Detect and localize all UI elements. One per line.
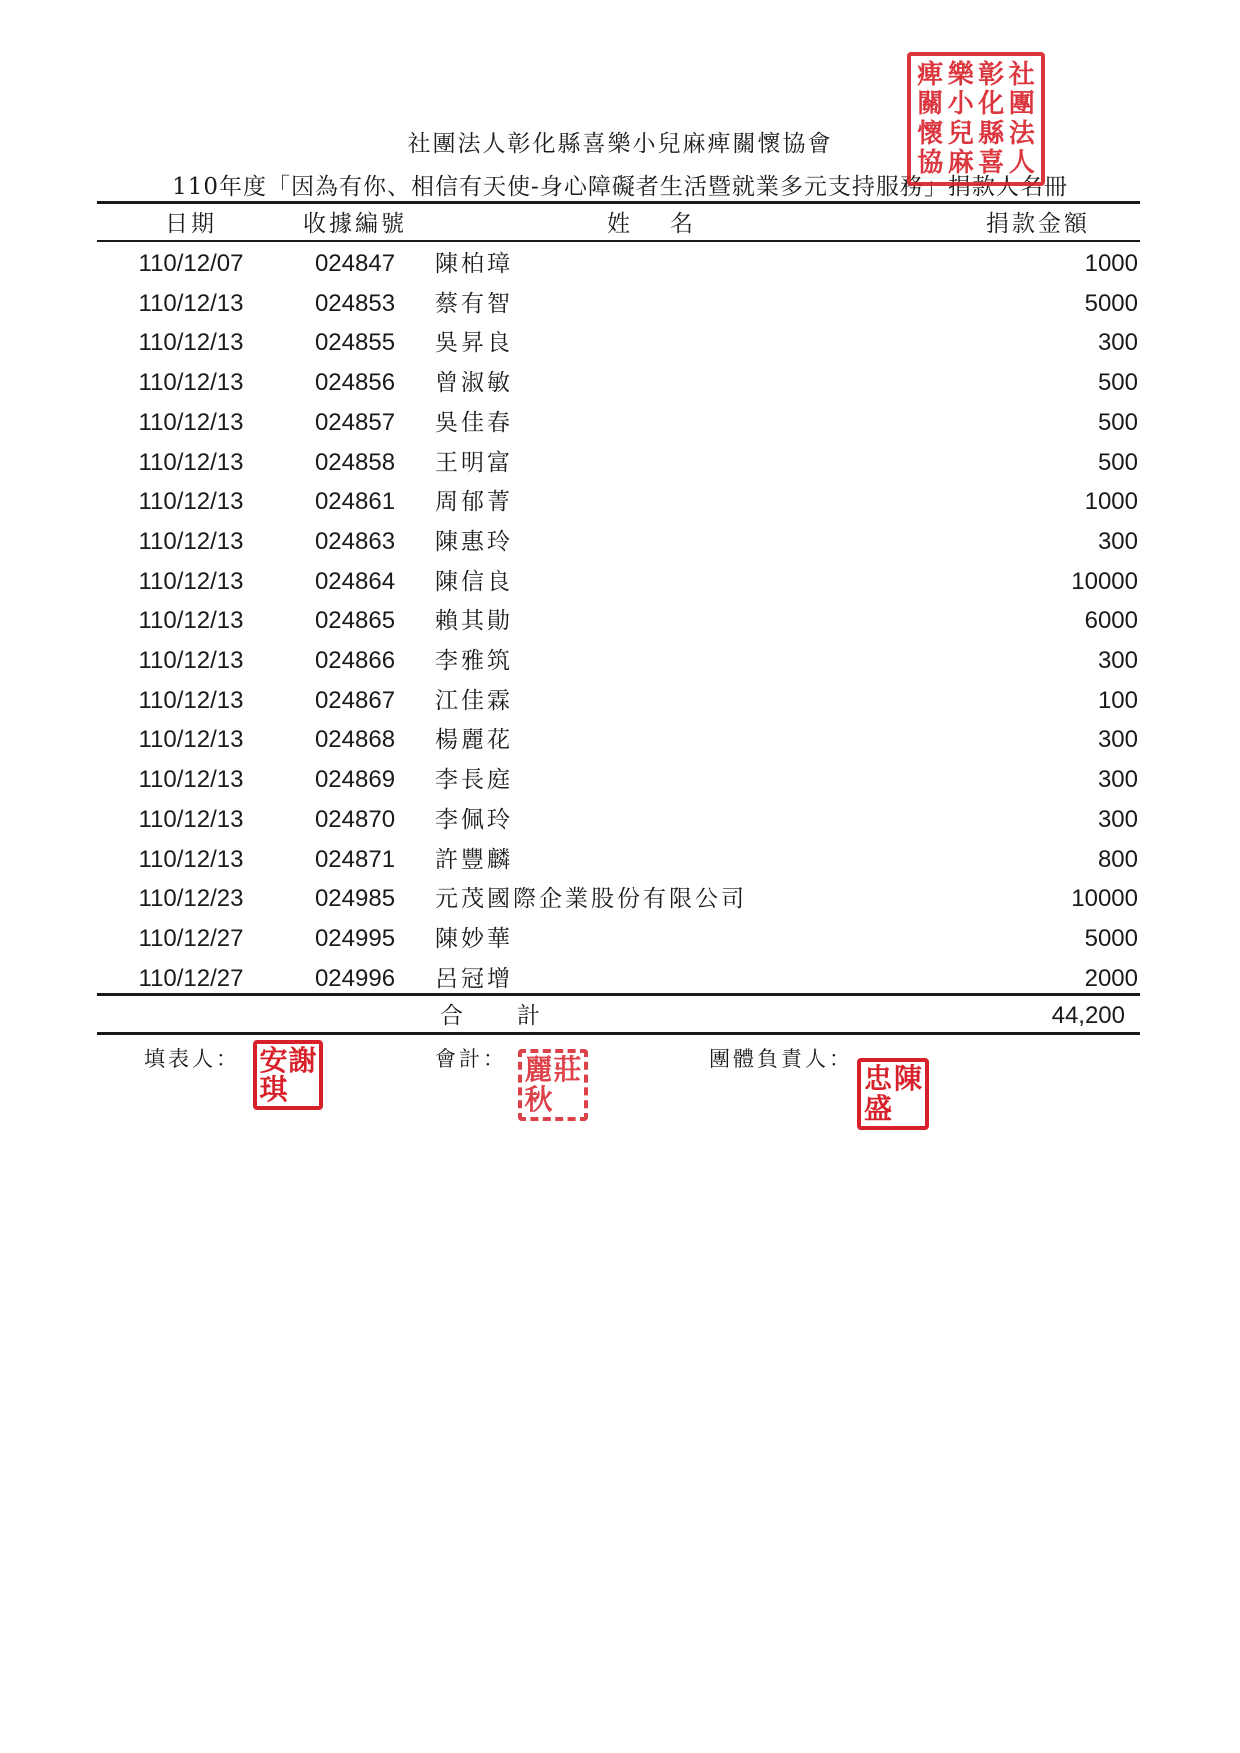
row-date: 110/12/13 [138, 806, 244, 833]
seal-char: 麻 [947, 148, 974, 179]
row-donor-name: 陳信良 [435, 569, 513, 595]
row-amount: 300 [1097, 329, 1138, 356]
row-amount: 300 [1097, 647, 1138, 674]
seal-char: 縣 [978, 118, 1005, 149]
total-label: 合計 [440, 1003, 594, 1029]
seal-char: 安 [259, 1043, 288, 1077]
row-date: 110/12/13 [138, 488, 244, 515]
row-receipt-no: 024871 [314, 846, 396, 873]
director-seal [857, 1058, 929, 1130]
row-donor-name: 陳柏璋 [435, 251, 513, 277]
seal-char: 盛 [863, 1092, 892, 1125]
row-amount: 300 [1097, 528, 1138, 555]
row-amount: 6000 [1084, 607, 1138, 634]
row-receipt-no: 024864 [314, 568, 396, 595]
row-amount: 5000 [1084, 925, 1138, 952]
seal-char: 秋 [524, 1083, 553, 1116]
row-receipt-no: 024853 [314, 290, 396, 317]
seal-char: 彰 [978, 59, 1005, 90]
total-bottom-rule [97, 1032, 1140, 1035]
seal-char: 小 [947, 89, 974, 120]
row-donor-name: 吳昇良 [435, 330, 513, 356]
column-header-date: 日期 [165, 211, 217, 237]
column-header-receipt-no: 收據編號 [303, 211, 407, 237]
director-label: 團體負責人： [709, 1047, 853, 1071]
row-receipt-no: 024865 [314, 607, 396, 634]
row-date: 110/12/27 [138, 925, 244, 952]
seal-char: 協 [917, 148, 944, 179]
row-amount: 500 [1097, 369, 1138, 396]
row-date: 110/12/13 [138, 329, 244, 356]
row-date: 110/12/13 [138, 568, 244, 595]
seal-char: 樂 [947, 59, 974, 90]
row-amount: 10000 [1071, 885, 1138, 912]
seal-char: 謝 [288, 1043, 317, 1077]
row-receipt-no: 024868 [314, 726, 396, 753]
seal-char: 人 [1008, 148, 1035, 179]
row-date: 110/12/13 [138, 369, 244, 396]
row-amount: 100 [1097, 687, 1138, 714]
accountant-seal [518, 1049, 588, 1121]
row-receipt-no: 024855 [314, 329, 396, 356]
column-header-amount: 捐款金額 [986, 211, 1090, 237]
row-receipt-no: 024995 [314, 925, 396, 952]
row-amount: 1000 [1084, 250, 1138, 277]
row-receipt-no: 024847 [314, 250, 396, 277]
column-header-name: 姓名 [607, 211, 733, 237]
row-donor-name: 蔡有智 [435, 291, 513, 317]
seal-char: 麗 [524, 1053, 553, 1086]
seal-char: 團 [1008, 89, 1035, 120]
seal-char: 法 [1008, 118, 1035, 149]
row-date: 110/12/13 [138, 449, 244, 476]
row-receipt-no: 024985 [314, 885, 396, 912]
row-date: 110/12/13 [138, 647, 244, 674]
row-amount: 800 [1097, 846, 1138, 873]
row-donor-name: 李雅筑 [435, 648, 513, 674]
seal-char: 痺 [917, 59, 944, 90]
seal-char: 琪 [259, 1072, 288, 1106]
row-donor-name: 陳惠玲 [435, 529, 513, 555]
row-amount: 300 [1097, 806, 1138, 833]
row-amount: 500 [1097, 449, 1138, 476]
row-receipt-no: 024857 [314, 409, 396, 436]
row-donor-name: 李佩玲 [435, 807, 513, 833]
row-amount: 300 [1097, 766, 1138, 793]
row-date: 110/12/13 [138, 726, 244, 753]
row-date: 110/12/07 [138, 250, 244, 277]
total-top-rule [97, 993, 1140, 996]
filler-seal [253, 1040, 323, 1110]
seal-char: 陳 [893, 1062, 922, 1095]
row-receipt-no: 024867 [314, 687, 396, 714]
row-receipt-no: 024866 [314, 647, 396, 674]
row-date: 110/12/13 [138, 290, 244, 317]
accountant-label: 會計： [435, 1047, 507, 1071]
row-receipt-no: 024869 [314, 766, 396, 793]
filler-label: 填表人： [144, 1047, 240, 1071]
row-amount: 500 [1097, 409, 1138, 436]
row-donor-name: 周郁菁 [435, 489, 513, 515]
seal-char: 社 [1008, 59, 1035, 90]
row-donor-name: 許豐麟 [435, 847, 513, 873]
row-donor-name: 李長庭 [435, 767, 513, 793]
row-date: 110/12/13 [138, 846, 244, 873]
row-date: 110/12/13 [138, 409, 244, 436]
row-date: 110/12/13 [138, 607, 244, 634]
row-date: 110/12/13 [138, 766, 244, 793]
table-top-rule [97, 201, 1140, 204]
row-donor-name: 呂冠增 [435, 966, 513, 992]
row-date: 110/12/13 [138, 528, 244, 555]
row-amount: 2000 [1084, 965, 1138, 992]
document-title: 110年度「因為有你、相信有天使-身心障礙者生活暨就業多元支持服務」捐款人名冊 [172, 174, 1068, 200]
row-amount: 1000 [1084, 488, 1138, 515]
row-donor-name: 楊麗花 [435, 727, 513, 753]
organization-title: 社團法人彰化縣喜樂小兒麻痺關懷協會 [407, 131, 833, 157]
row-donor-name: 元茂國際企業股份有限公司 [435, 886, 747, 912]
row-donor-name: 江佳霖 [435, 688, 513, 714]
total-value: 44,200 [1051, 1002, 1125, 1029]
row-receipt-no: 024863 [314, 528, 396, 555]
row-date: 110/12/23 [138, 885, 244, 912]
seal-char: 喜 [978, 148, 1005, 179]
row-receipt-no: 024858 [314, 449, 396, 476]
row-amount: 5000 [1084, 290, 1138, 317]
row-receipt-no: 024996 [314, 965, 396, 992]
row-date: 110/12/13 [138, 687, 244, 714]
row-receipt-no: 024856 [314, 369, 396, 396]
seal-char: 懷 [917, 118, 944, 149]
row-receipt-no: 024870 [314, 806, 396, 833]
row-amount: 10000 [1071, 568, 1138, 595]
row-donor-name: 王明富 [435, 450, 513, 476]
row-donor-name: 陳妙華 [435, 926, 513, 952]
row-donor-name: 曾淑敏 [435, 370, 513, 396]
seal-char: 化 [978, 89, 1005, 120]
seal-char: 忠 [863, 1062, 892, 1095]
row-receipt-no: 024861 [314, 488, 396, 515]
row-donor-name: 吳佳春 [435, 410, 513, 436]
seal-char: 莊 [553, 1053, 582, 1086]
seal-char: 兒 [947, 118, 974, 149]
row-date: 110/12/27 [138, 965, 244, 992]
seal-char: 關 [917, 89, 944, 120]
organization-seal [907, 52, 1045, 186]
row-donor-name: 賴其勛 [435, 608, 513, 634]
header-bottom-rule [97, 240, 1140, 242]
row-amount: 300 [1097, 726, 1138, 753]
